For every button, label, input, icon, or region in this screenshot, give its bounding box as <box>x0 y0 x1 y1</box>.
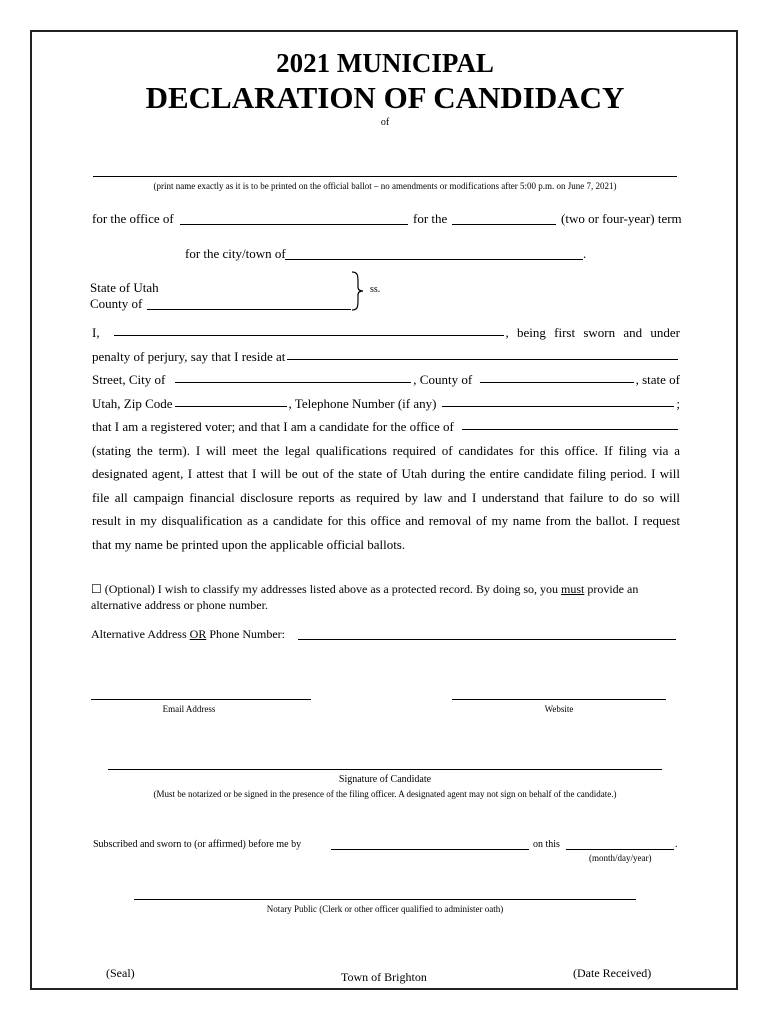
date-format-label: (month/day/year) <box>589 853 652 863</box>
residence-field[interactable] <box>287 345 678 360</box>
candidate-signature-field[interactable] <box>108 769 662 770</box>
date-received-label: (Date Received) <box>573 966 652 980</box>
decl-line-9: result in my disqualification as a candidate for this office and removal of my name from the ballot. I request <box>92 513 680 528</box>
decl-county: , County of <box>413 372 473 387</box>
ss-label: ss. <box>370 284 381 295</box>
alt-address-label <box>91 627 285 642</box>
optional-text: (Optional) I wish to classify my addresses listed above as a protected record. By doing so, you <box>104 582 558 596</box>
optional-line-2: alternative address or phone number. <box>91 598 268 612</box>
city-label: for the city/town of <box>185 246 286 261</box>
term-label: (two or four-year) term <box>561 211 682 226</box>
alt-address-text: Alternative Address <box>91 627 187 641</box>
or-emphasis: OR <box>189 627 207 641</box>
declarant-name-field[interactable] <box>114 321 504 336</box>
seal-label: (Seal) <box>106 966 135 980</box>
decl-line-8: file all campaign financial disclosure reports as required by law and I understand that failure to do so will <box>92 489 680 505</box>
decl-zip: Utah, Zip Code <box>92 395 173 411</box>
email-label: Email Address <box>162 704 216 714</box>
declaration-paragraph <box>92 321 680 556</box>
brace-icon <box>350 270 366 312</box>
alt-address-field[interactable] <box>298 639 676 640</box>
decl-line-6: (stating the term). I will meet the legal qualifications required of candidates for this office. If filing via a <box>92 442 680 458</box>
decl-voter: that I am a registered voter; and that I am a candidate for the office of <box>92 419 454 434</box>
website-field[interactable] <box>452 699 666 700</box>
city-end: . <box>583 246 587 261</box>
signature-note: (Must be notarized or be signed in the presence of the filing officer. A designated agent may not sign on behalf of the candidate.) <box>153 789 617 799</box>
sworn-end: . <box>675 839 678 850</box>
email-field[interactable] <box>91 699 311 700</box>
decl-line-10: that my name be printed upon the applicable official ballots. <box>92 536 406 552</box>
decl-street: Street, City of <box>92 372 166 387</box>
on-this-label: on this <box>533 839 560 850</box>
website-label: Website <box>544 704 574 714</box>
must-emphasis: must <box>561 582 585 596</box>
decl-i: I, <box>92 325 100 340</box>
optional-text-after: provide an <box>587 582 639 596</box>
zip-field[interactable] <box>175 392 287 407</box>
decl-state: , state of <box>635 372 680 387</box>
sworn-by-field[interactable] <box>331 849 529 850</box>
city-field[interactable] <box>285 259 583 260</box>
notary-signature-field[interactable] <box>134 899 636 900</box>
state-label: State of Utah <box>90 280 159 295</box>
city-of-field[interactable] <box>175 368 411 383</box>
decl-reside: penalty of perjury, say that I reside at <box>92 348 286 364</box>
phone-number-text: Phone Number: <box>209 627 285 641</box>
decl-l4-end: ; <box>676 395 680 411</box>
county-label: County of <box>90 296 143 311</box>
term-field[interactable] <box>452 224 556 225</box>
candidate-name-field[interactable] <box>93 176 677 177</box>
form-year-title: 2021 MUNICIPAL <box>276 48 494 78</box>
town-name: Town of Brighton <box>341 970 427 984</box>
signature-label: Signature of Candidate <box>338 774 432 785</box>
decl-line-7: designated agent, I attest that I will be out of the state of Utah during the entire candidate filing period. I will <box>92 466 680 481</box>
decl-sworn: , being first sworn and under <box>505 325 680 340</box>
sworn-date-field[interactable] <box>566 849 674 850</box>
decl-phone: , Telephone Number (if any) <box>288 395 437 411</box>
office-label: for the office of <box>92 211 174 226</box>
county-field[interactable] <box>147 309 351 310</box>
phone-field[interactable] <box>442 392 674 407</box>
title-of: of <box>380 117 390 128</box>
candidate-office-field[interactable] <box>462 415 678 430</box>
print-name-note: (print name exactly as it is to be printed on the official ballot – no amendments or modifications after 5:00 p.m. on June 7, 2021) <box>153 181 617 191</box>
office-field[interactable] <box>180 224 408 225</box>
protected-record-checkbox[interactable]: ☐ <box>91 582 102 596</box>
form-title: DECLARATION OF CANDIDACY <box>145 80 625 115</box>
sworn-text: Subscribed and sworn to (or affirmed) before me by <box>93 839 302 850</box>
optional-line-1 <box>91 582 638 597</box>
notary-label: Notary Public (Clerk or other officer qualified to administer oath) <box>266 904 504 914</box>
for-the-label: for the <box>413 211 448 226</box>
county-of-field[interactable] <box>480 368 633 383</box>
